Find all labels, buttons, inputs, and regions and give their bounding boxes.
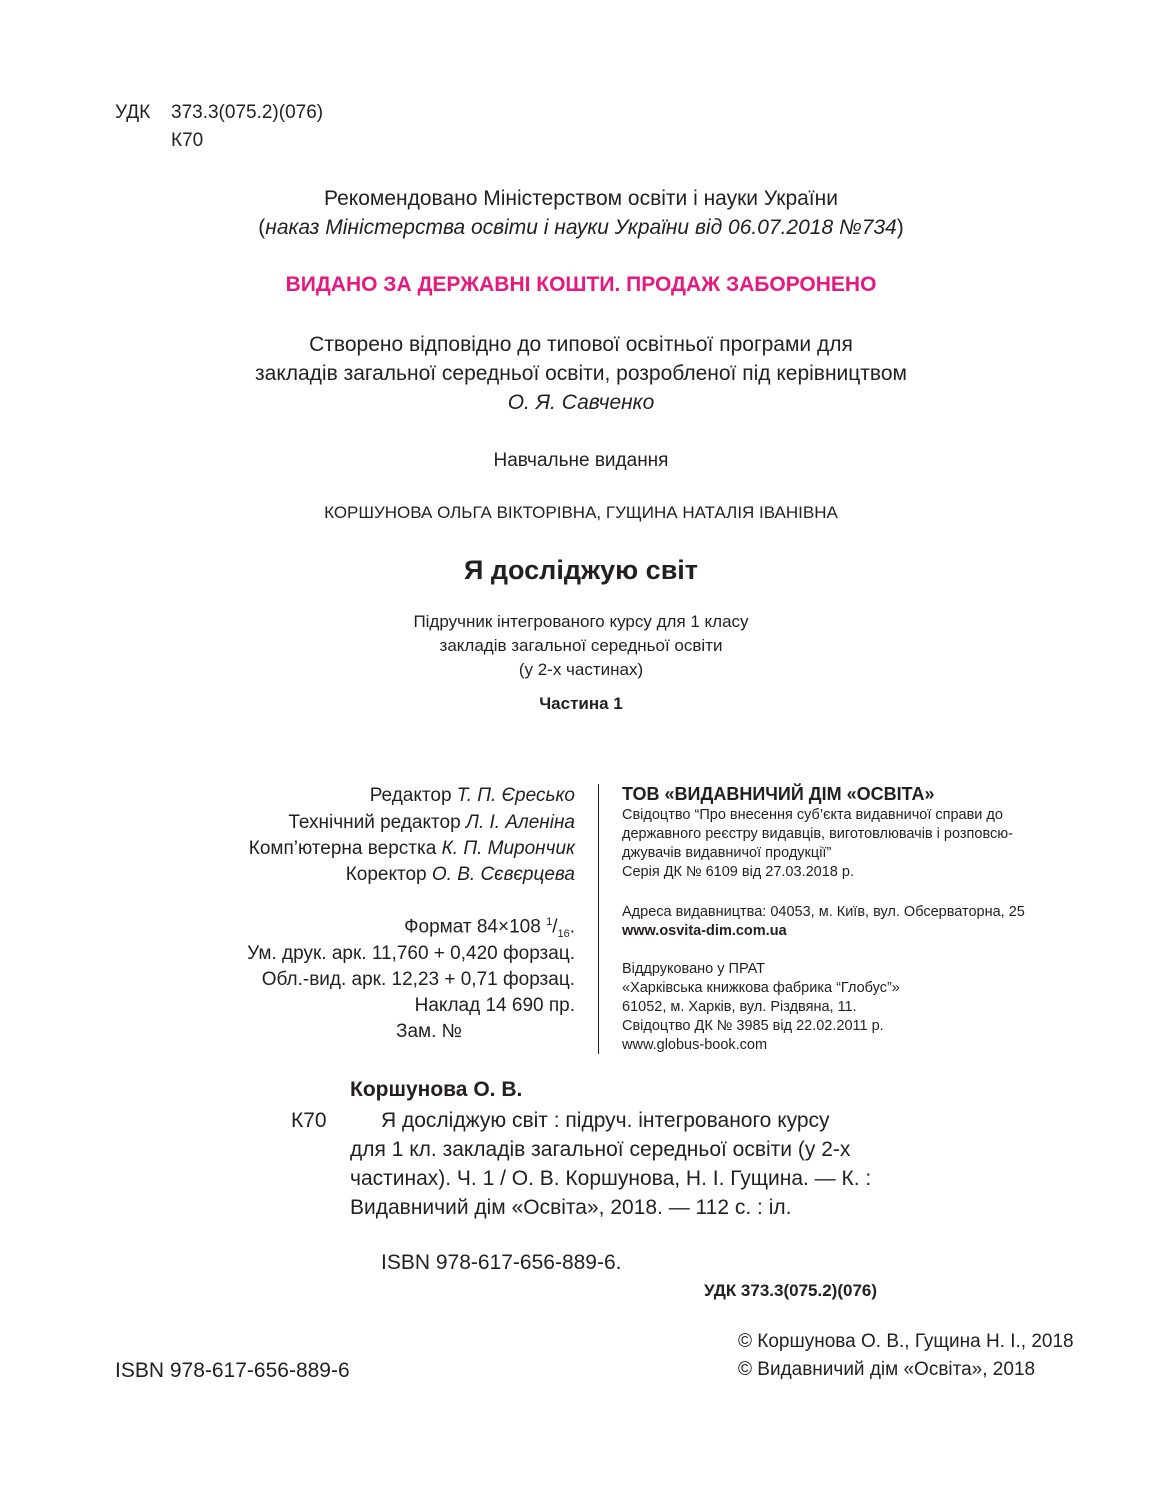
catalog-isbn: ISBN 978-617-656-889-6. — [381, 1251, 622, 1274]
ministry-order — [0, 216, 1162, 240]
catalog-line-4: Видавничий дім «Освіта», 2018. — 112 с. : іл. — [350, 1196, 792, 1219]
part-number: Частина 1 — [539, 694, 623, 713]
format-end: . — [569, 916, 575, 938]
subtitle-line-1: Підручник інтегрованого курсу для 1 класу — [413, 612, 749, 631]
publisher-cert-1: Свідоцтво “Про внесення суб’єкта видавничої справи до — [622, 807, 1003, 823]
column-divider — [598, 784, 599, 1054]
publisher-name: ТОВ «ВИДАВНИЧИЙ ДІМ «ОСВІТА» — [622, 784, 935, 804]
publisher-address: Адреса видавництва: 04053, м. Київ, вул. Обсерваторна, 25 — [622, 904, 1025, 920]
printer-line-3: 61052, м. Харків, вул. Різдвяна, 11. — [622, 999, 857, 1015]
catalog-index: К70 — [291, 1109, 327, 1132]
format-slash: / — [552, 916, 558, 938]
staff-name: К. П. Мирончик — [441, 838, 575, 859]
program-author: О. Я. Савченко — [507, 391, 655, 414]
order-open-paren: ( — [258, 216, 266, 239]
program-line-1: Створено відповідно до типової освітньої програми для — [309, 333, 853, 356]
recommendation-line: Рекомендовано Міністерством освіти і науки України — [324, 187, 838, 210]
book-title: Я досліджую світ — [463, 555, 699, 585]
publisher-cert-4: Серія ДК № 6109 від 27.03.2018 р. — [622, 864, 854, 880]
staff-role: Технічний редактор — [288, 812, 461, 833]
staff-editor — [370, 785, 575, 807]
subtitle-line-2: закладів загальної середньої освіти — [439, 636, 723, 655]
format-denominator: 16 — [557, 928, 570, 941]
catalog-line-2: для 1 кл. закладів загальної середньої освіти (у 2-х — [350, 1138, 851, 1161]
staff-role: Редактор — [369, 785, 452, 806]
catalog-author: Коршунова О. В. — [350, 1078, 523, 1101]
order-close-paren: ) — [896, 216, 904, 239]
udk-label: УДК — [115, 102, 151, 123]
publisher-sheets: Обл.-вид. арк. 12,23 + 0,71 форзац. — [261, 969, 575, 990]
printer-line-2: «Харківська книжкова фабрика “Глобус”» — [622, 980, 900, 996]
staff-tech-editor — [288, 812, 575, 834]
program-line-2: закладів загальної середньої освіти, розробленої під керівництвом — [255, 362, 907, 385]
printer-line-1: Віддруковано у ПРАТ — [622, 961, 766, 977]
printer-line-4: Свідоцтво ДК № 3985 від 22.02.2011 р. — [622, 1018, 884, 1034]
staff-name: Т. П. Єресько — [456, 785, 575, 806]
staff-name: О. В. Сєвєрцева — [431, 864, 575, 885]
print-sheets: Ум. друк. арк. 11,760 + 0,420 форзац. — [247, 943, 575, 964]
order-text: наказ Міністерства освіти і науки України від 06.07.2018 №734 — [265, 216, 897, 239]
print-run: Наклад 14 690 пр. — [414, 995, 575, 1016]
publisher-cert-3: джувачів видавничої продукції” — [622, 845, 832, 861]
format-prefix: Формат 84×108 — [404, 916, 547, 938]
edition-type: Навчальне видання — [493, 450, 669, 471]
catalog-line-1: Я досліджую світ : підруч. інтегрованого курсу — [381, 1109, 830, 1132]
order-number: Зам. № — [396, 1021, 463, 1042]
staff-layout — [249, 838, 575, 860]
state-funds-notice: ВИДАНО ЗА ДЕРЖАВНІ КОШТИ. ПРОДАЖ ЗАБОРОНЕНО — [285, 273, 877, 296]
staff-role: Коректор — [345, 864, 427, 885]
copyright-publisher: © Видавничий дім «Освіта», 2018 — [738, 1359, 1036, 1380]
staff-role: Комп’ютерна верстка — [248, 838, 437, 859]
subtitle-line-3: (у 2-х частинах) — [518, 660, 644, 679]
format-numerator: 1 — [546, 916, 553, 928]
publisher-cert-2: державного реєстру видавців, виготовлювачів і розповсю- — [622, 826, 1013, 842]
printer-website[interactable]: www.globus-book.com — [622, 1037, 768, 1053]
publisher-website[interactable]: www.osvita-dim.com.ua — [622, 923, 787, 939]
udk-code: 373.3(075.2)(076) — [171, 102, 324, 123]
staff-name: Л. І. Аленіна — [465, 812, 575, 833]
isbn-bottom: ISBN 978-617-656-889-6 — [115, 1359, 350, 1382]
catalog-udk: УДК 373.3(075.2)(076) — [704, 1281, 878, 1300]
staff-proofreader — [346, 864, 575, 886]
authors: КОРШУНОВА ОЛЬГА ВІКТОРІВНА, ГУЩИНА НАТАЛІЯ ІВАНІВНА — [324, 503, 838, 522]
copyright-authors: © Коршунова О. В., Гущина Н. І., 2018 — [738, 1331, 1074, 1352]
library-index: К70 — [171, 130, 204, 151]
format-spec — [404, 916, 575, 940]
catalog-line-3: частинах). Ч. 1 / О. В. Коршунова, Н. І. Гущина. — К. : — [350, 1167, 872, 1190]
